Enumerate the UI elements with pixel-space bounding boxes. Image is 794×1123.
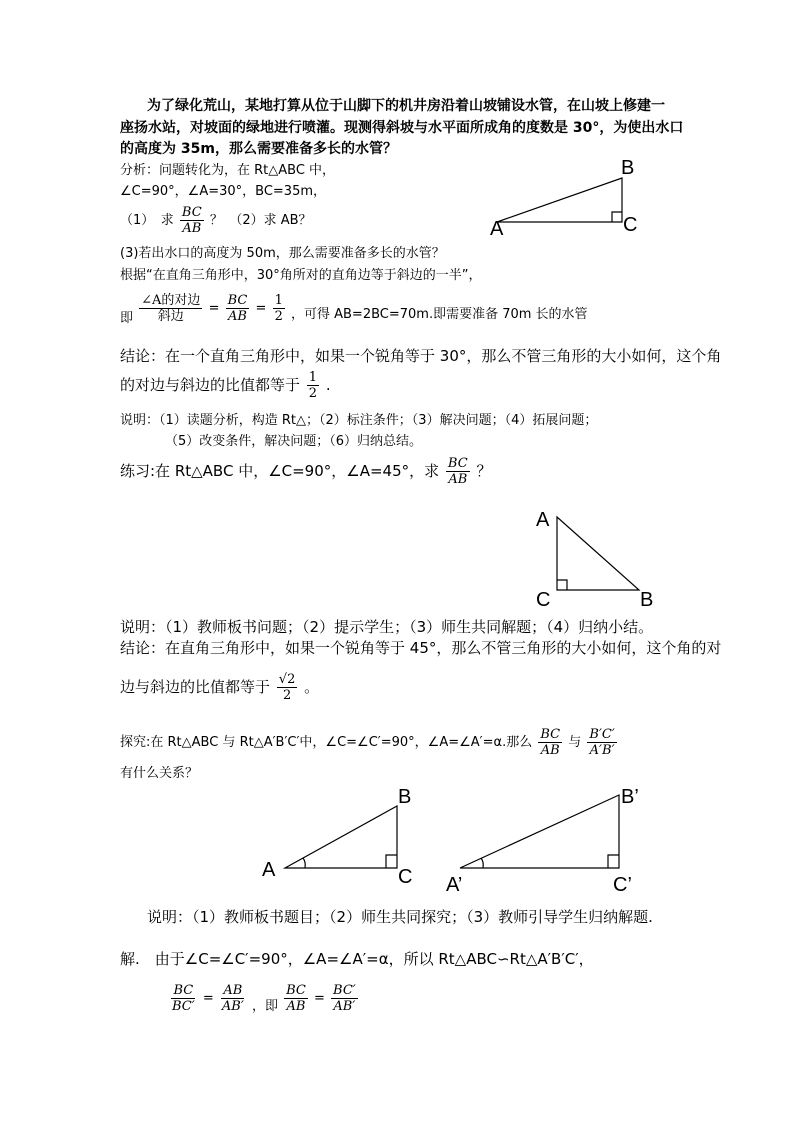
notes-1-line-1: 说明：（1）读题分析，构造 Rt△；（2）标注条件；（3）解决问题；（4）拓展问题；: [120, 413, 598, 428]
angle-arc-a-prime: [481, 858, 483, 868]
triangle-1: [497, 178, 622, 222]
notes-2: 说明：（1）教师板书问题；（2）提示学生；（3）师生共同解题；（4）归纳小结。: [120, 618, 654, 636]
fraction-denominator: AB: [540, 743, 560, 758]
intro-line-3: 的高度为 35m，那么需要准备多长的水管？: [120, 141, 397, 157]
equals-sign: =: [202, 991, 214, 1006]
fraction-denominator: AB: [448, 472, 468, 487]
intro-line-1: 为了绿化荒山，某地打算从位于山脚下的机井房沿着山坡铺设水管，在山坡上修建一: [147, 98, 665, 114]
fraction-numerator: BC′: [333, 983, 356, 998]
fraction-denominator: BC′: [172, 999, 195, 1014]
fig1-label-a: A: [490, 218, 504, 240]
analysis-result: ，可得 AB=2BC=70m.即需要准备 70m 长的水管: [290, 307, 588, 322]
fraction-numerator: BC: [447, 456, 468, 471]
conclusion-2-text: 边与斜边的比值都等于: [120, 678, 271, 696]
conclusion-2-line-1: 结论：在直角三角形中，如果一个锐角等于 45°，那么不管三角形的大小如何，这个角的对: [120, 639, 722, 657]
fraction-numerator: √2: [278, 672, 296, 687]
fig3-label-b: B: [398, 786, 412, 808]
fraction-numerator: BC: [227, 293, 248, 308]
with-word: 与: [568, 735, 582, 750]
exercise-text: 练习:在 Rt△ABC 中，∠C=90°，∠A=45°，求: [120, 462, 440, 480]
right-angle-mark-4: [608, 855, 619, 868]
right-angle-mark-3: [386, 855, 397, 868]
explore-line-2: 有什么关系？: [120, 766, 199, 781]
ji-label: ，即: [251, 999, 278, 1014]
fig3-label-c: C: [398, 866, 413, 888]
fraction-denominator: 2: [308, 386, 318, 401]
intro-line-2: 座扬水站，对坡面的绿地进行喷灌。现测得斜坡与水平面所成角的度数是 30°，为使出水口: [120, 120, 684, 136]
fig3-label-a: A: [262, 859, 276, 881]
fraction-denominator: AB: [286, 999, 306, 1014]
right-angle-mark-1: [612, 212, 622, 222]
conclusion-1-line-1: 结论：在一个直角三角形中，如果一个锐角等于 30°，那么不管三角形的大小如何，这个角: [120, 347, 722, 365]
equals-sign: =: [255, 301, 267, 316]
period: .: [325, 376, 331, 394]
end-mark: 。: [304, 678, 320, 696]
solution-line-1: 解. 由于∠C=∠C′=90°，∠A=∠A′=α，所以 Rt△ABC∽Rt△A′B′C′，: [120, 950, 594, 968]
analysis-line-2: ∠C=90°，∠A=30°，BC=35m，: [120, 184, 327, 199]
notes-3: 说明：（1）教师板书题目；（2）师生共同探究；（3）教师引导学生归纳解题.: [147, 908, 653, 926]
fraction-numerator: BC: [173, 983, 194, 998]
fraction-denominator: AB: [182, 221, 202, 236]
explore-text: 探究:在 Rt△ABC 与 Rt△A′B′C′中，∠C=∠C′=90°，∠A=∠A′=α.那么: [120, 735, 533, 750]
angle-arc-a: [303, 858, 305, 868]
triangle-2: [557, 517, 639, 590]
fraction-numerator: B′C′: [589, 727, 615, 742]
q1-suffix: ？ （2）求 AB？: [209, 213, 312, 228]
analysis-line-1: 分析：问题转化为，在 Rt△ABC 中，: [120, 163, 336, 178]
equals-sign: =: [208, 301, 220, 316]
conclusion-1-text: 的对边与斜边的比值都等于: [120, 376, 301, 394]
analysis-question-3: (3)若出水口的高度为 50m，那么需要准备多长的水管？: [120, 246, 445, 261]
fraction-denominator: 斜边: [157, 309, 184, 324]
analysis-basis: 根据“在直角三角形中，30°角所对的直角边等于斜边的一半”，: [120, 268, 482, 283]
fraction-numerator: ∠A的对边: [141, 293, 201, 308]
fig1-label-c: C: [623, 214, 638, 236]
question-mark: ？: [476, 462, 492, 480]
fraction-denominator: 2: [282, 688, 292, 703]
fraction-denominator: 2: [274, 309, 283, 324]
q1-prefix: （1） 求: [120, 213, 174, 228]
fig4-label-b-prime: B’: [621, 786, 639, 808]
fig1-label-b: B: [621, 157, 635, 179]
fraction-numerator: 1: [274, 293, 283, 308]
fig4-label-a-prime: A’: [446, 874, 463, 896]
fraction-numerator: BC: [286, 983, 306, 998]
fraction-denominator: AB′: [333, 999, 356, 1014]
triangle-3: [285, 806, 397, 868]
fraction-numerator: BC: [540, 727, 561, 742]
fraction-numerator: 1: [308, 370, 318, 385]
triangle-4: [460, 795, 619, 868]
fraction-denominator: AB: [228, 309, 247, 324]
fraction-numerator: AB: [223, 983, 243, 998]
fraction-numerator: BC: [181, 205, 202, 220]
fig4-label-c-prime: C’: [613, 874, 632, 896]
notes-1-line-2: （5）改变条件，解决问题；（6）归纳总结。: [165, 434, 423, 449]
right-angle-mark-2: [557, 580, 567, 590]
fraction-denominator: A′B′: [589, 743, 615, 758]
fig2-label-c: C: [536, 589, 551, 611]
fig2-label-b: B: [640, 589, 654, 611]
ji-label: 即: [120, 311, 134, 326]
fig2-label-a: A: [536, 509, 550, 531]
fraction-denominator: AB′: [221, 999, 244, 1014]
equals-sign: =: [313, 991, 325, 1006]
